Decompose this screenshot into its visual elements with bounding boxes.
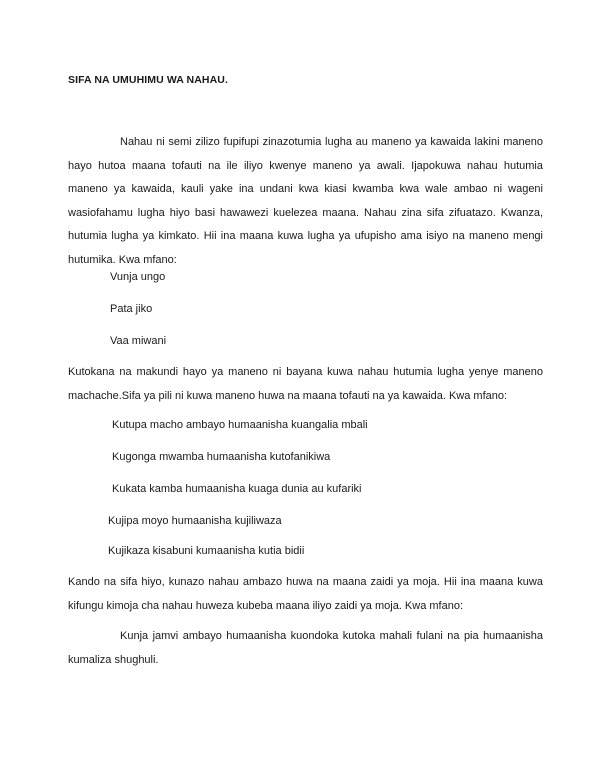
paragraph-example: Kunja jamvi ambayo humaanisha kuondoka kutoka mahali fulani na pia humaanisha kumaliza shughuli. — [68, 630, 543, 666]
example-item: Kutupa macho ambayo humaanisha kuangalia mbali — [112, 419, 368, 431]
paragraph-third: Kando na sifa hiyo, kunazo nahau ambazo huwa na maana zaidi ya moja. Hii ina maana kuwa kifungu kimoja cha nahau huweza kubeba maana iliyo zaidi ya moja. Kwa mfano: — [68, 576, 543, 612]
example-item: Vunja ungo — [110, 271, 166, 283]
example-item: Kujikaza kisabuni kumaanisha kutia bidii — [108, 545, 305, 557]
example-item: Kukata kamba humaanisha kuaga dunia au kufariki — [112, 483, 362, 495]
paragraph-intro: Nahau ni semi zilizo fupifupi zinazotumia lugha au maneno ya kawaida lakini maneno hayo hutoa maana tofauti na ile iliyo kwenye maneno ya awali. Ijapokuwa nahau hutumia maneno ya kawaida, kauli yake ina undani kwa kiasi kwamba kwa wale ambao ni wageni wasiofahamu lugha hiyo basi hawawezi kuelezea maana. Nahau zina sifa zifuatazo. Kwanza, hutumia lugha ya kimkato. Hii ina maana kuwa lugha ya ufupisho ama isiyo na maneno mengi hutumika. Kwa mfano: — [68, 136, 543, 266]
example-item: Pata jiko — [110, 303, 153, 315]
example-item: Kujipa moyo humaanisha kujiliwaza — [108, 515, 282, 527]
example-item: Vaa miwani — [110, 335, 167, 347]
example-item: Kugonga mwamba humaanisha kutofanikiwa — [112, 451, 331, 463]
document-title: SIFA NA UMUHIMU WA NAHAU. — [68, 74, 228, 86]
paragraph-second: Kutokana na makundi hayo ya maneno ni bayana kuwa nahau hutumia lugha yenye maneno machache.Sifa ya pili ni kuwa maneno huwa na maana tofauti na ya kawaida. Kwa mfano: — [68, 366, 543, 402]
